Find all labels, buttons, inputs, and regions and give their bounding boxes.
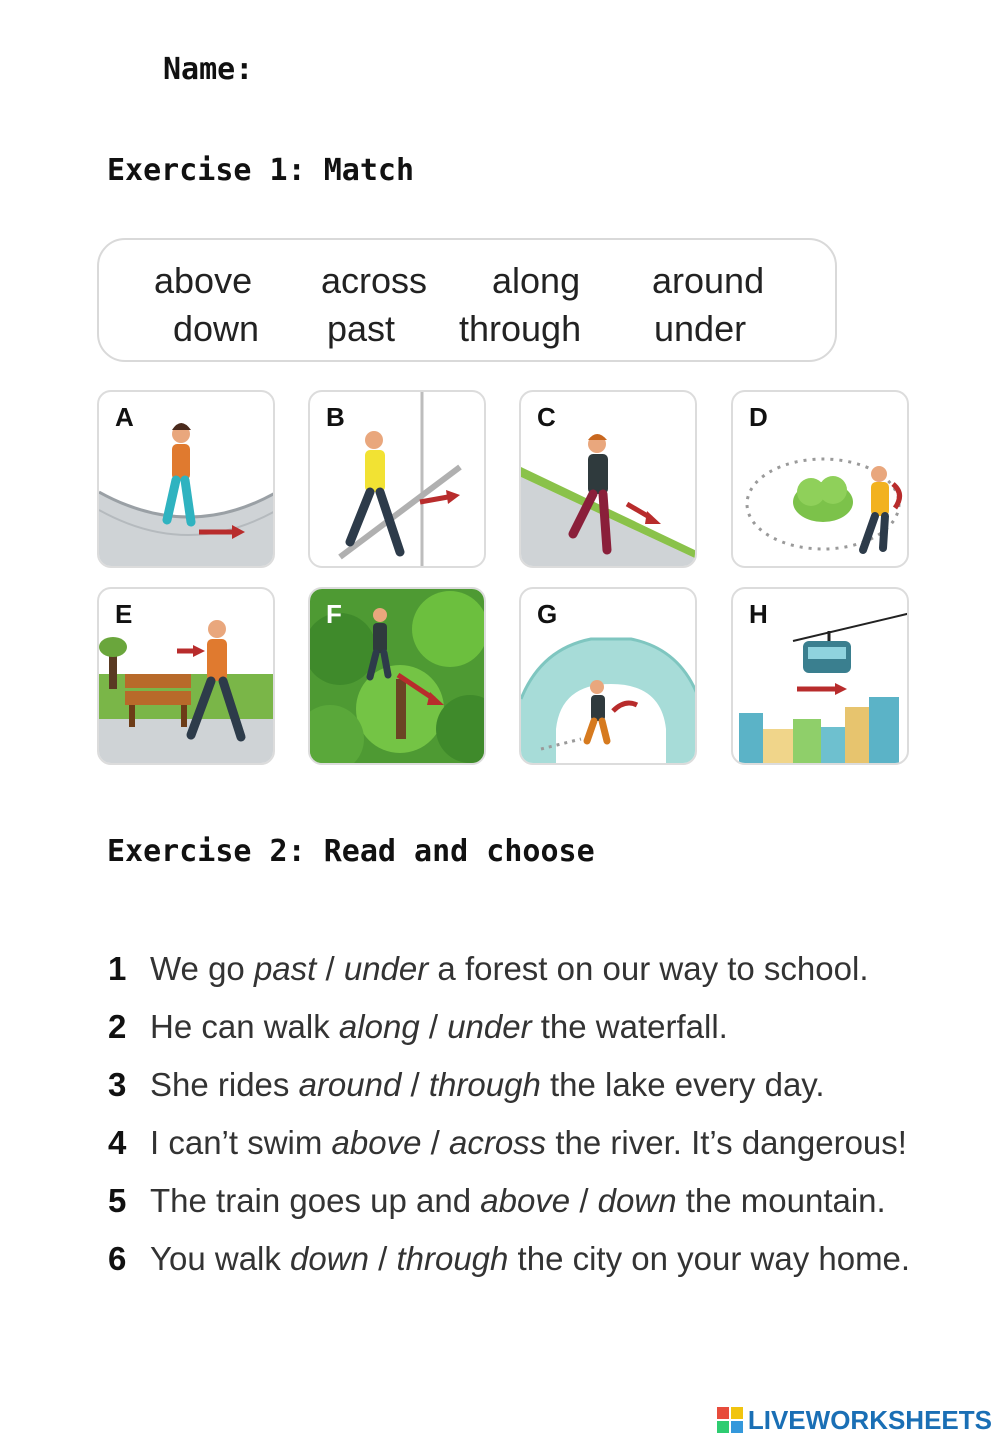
choice-option[interactable]: under [447,1008,532,1045]
choice-option[interactable]: above [331,1124,422,1161]
sentence-4 [108,1124,907,1162]
separator: / [570,1182,598,1219]
separator: / [368,1240,397,1277]
item-number: 2 [108,1008,127,1045]
card-letter: A [115,402,134,432]
choice-option[interactable]: down [290,1240,369,1277]
item-number: 3 [108,1066,127,1103]
separator: / [401,1066,429,1103]
picture-card-h [731,587,909,765]
choice-option[interactable]: past [253,950,317,987]
sentence-text: I can’t swim [150,1124,332,1161]
brand-text: LIVEWORKSHEETS [747,1405,992,1435]
exercise-1-title: Exercise 1: Match [107,153,415,188]
card-letter: B [326,402,345,432]
choice-option[interactable]: around [298,1066,402,1103]
separator: / [316,950,344,987]
liveworksheets-icon [717,1407,745,1435]
sentence-text: the lake every day. [540,1066,825,1103]
word-bank-item: past [327,308,396,349]
card-letter: F [326,599,342,629]
word-bank-item: above [154,260,253,301]
sentence-3 [108,1066,825,1104]
sentence-1 [108,950,868,988]
card-letter: G [537,599,558,629]
sentence-text: the city on your way home. [508,1240,911,1277]
sentence-6 [108,1240,910,1278]
picture-card-g [519,587,697,765]
word-bank-item: around [652,260,765,301]
sentence-text: the mountain. [676,1182,886,1219]
card-letter: E [115,599,133,629]
choice-option[interactable]: above [480,1182,571,1219]
item-number: 5 [108,1182,127,1219]
choice-option[interactable]: along [338,1008,420,1045]
separator: / [421,1124,449,1161]
sentence-text: The train goes up and [150,1182,481,1219]
card-letter: D [749,402,768,432]
word-bank-item: across [321,260,428,301]
item-number: 4 [108,1124,127,1161]
choice-option[interactable]: down [597,1182,677,1219]
picture-card-e [97,587,275,765]
name-label: Name: [163,52,254,87]
picture-card-f [308,587,486,765]
word-bank-item: down [173,308,260,349]
picture-card-a [97,390,275,568]
word-bank-item: along [492,260,581,301]
sentence-text: a forest on our way to school. [428,950,869,987]
item-number: 6 [108,1240,127,1277]
picture-card-d [731,390,909,568]
sentence-5 [108,1182,886,1220]
word-bank [97,238,837,362]
choice-option[interactable]: under [343,950,429,987]
sentence-text: We go [150,950,254,987]
card-letter: H [749,599,768,629]
word-bank-item: through [459,308,582,349]
choice-option[interactable]: through [396,1240,509,1277]
item-number: 1 [108,950,127,987]
brand-logo [717,1405,992,1436]
separator: / [419,1008,448,1045]
exercise-2-title: Exercise 2: Read and choose [107,834,595,869]
sentence-text: You walk [150,1240,291,1277]
card-letter: C [537,402,556,432]
sentence-text: the river. It’s dangerous! [546,1124,907,1161]
sentence-text: the waterfall. [531,1008,728,1045]
picture-card-b [308,390,486,568]
sentence-text: She rides [150,1066,299,1103]
picture-card-c [519,390,697,568]
sentence-2 [108,1008,728,1046]
word-bank-item: under [654,308,747,349]
sentence-text: He can walk [150,1008,339,1045]
choice-option[interactable]: across [448,1124,547,1161]
choice-option[interactable]: through [428,1066,541,1103]
